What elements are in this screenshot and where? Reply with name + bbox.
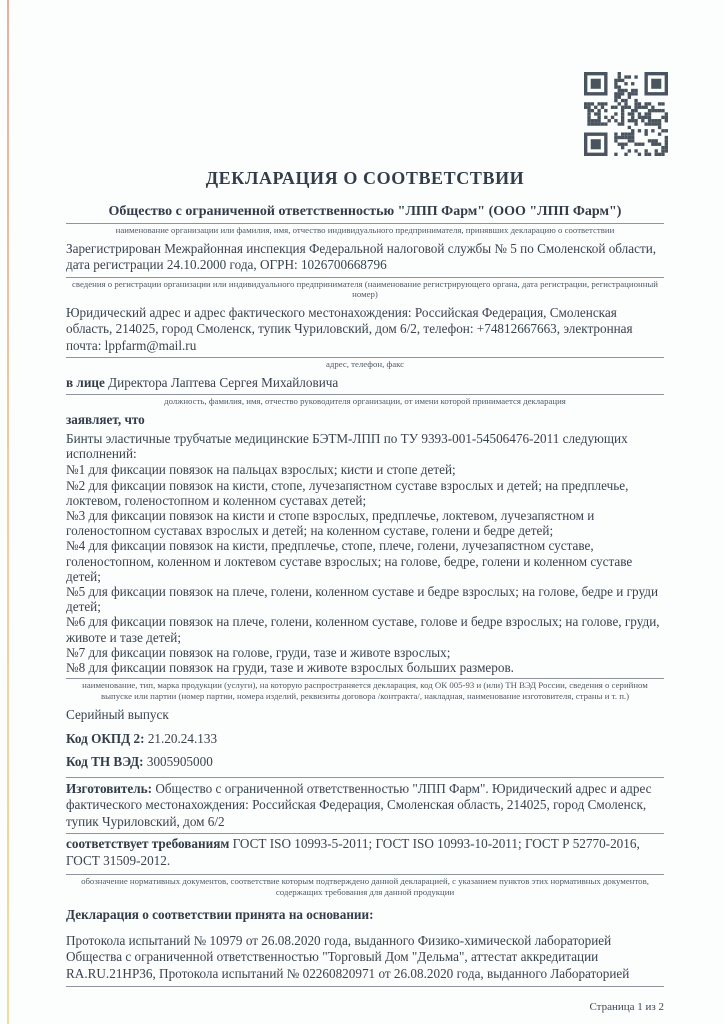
- declares-label: заявляет, что: [66, 411, 145, 427]
- declarant-name-caption: наименование организации или фамилия, имя, отчество индивидуального предпринимателя, принявших декларацию о соответствии: [66, 223, 664, 236]
- registration-caption: сведения о регистрации организации или индивидуального предпринимателя (наименование регистрирующего органа, дата регистрации, регистрационный номер): [66, 277, 664, 300]
- representative-label: в лице: [66, 374, 105, 390]
- standards-line: [66, 836, 664, 871]
- standards-label: соответствует требованиям: [66, 836, 230, 852]
- document-title: ДЕКЛАРАЦИЯ О СООТВЕТСТВИИ: [205, 168, 525, 188]
- product-variant-5: №5 для фиксации повязок на плече, голени, коленном суставе и бедре взрослых; на голове, бедре и груди детей;: [66, 584, 659, 615]
- basis-text: Протокола испытаний № 10979 от 26.08.2020 года, выданного Физико-химической лабораторией Общества с ограниченной ответственностью "Торговый Дом "Дельма", аттестат аккредитации RA.RU.21HP36, Протокола испытаний № 02260820971 от 26.08.2020 года, выданного Лабораторией: [66, 933, 664, 988]
- manufacturer-line: [66, 777, 664, 835]
- manufacturer-label: Изготовитель:: [66, 780, 153, 796]
- registration-info: Зарегистрирован Межрайонная инспекция Федеральной налоговой службы № 5 по Смоленской области, дата регистрации 24.10.2000 года, ОГРН: 1026700668796: [66, 240, 657, 272]
- okpd-code-line: [66, 731, 664, 748]
- representative-line: [66, 375, 664, 392]
- standards-value: ГОСТ ISO 10993-5-2011; ГОСТ ISO 10993-10-2011; ГОСТ Р 52770-2016, ГОСТ 31509-2012.: [66, 836, 640, 868]
- basis-label: Декларация о соответствии принята на основании:: [66, 907, 374, 923]
- product-variant-3: №3 для фиксации повязок на кисти и стопе взрослых, предплечье, локтевом, лучезапястном и голеностопном суставах взрослых и детей; на коленном суставе, голени и бедре детей;: [66, 508, 595, 539]
- okpd-label: Код ОКПД 2:: [66, 730, 145, 746]
- standards-caption: обозначение нормативных документов, соответствие которым подтверждено данной декларацией, с указанием пунктов этих нормативных документов, содержащих требования для данной продукции: [66, 874, 664, 897]
- serial-issue: Серийный выпуск: [66, 707, 169, 723]
- product-variant-8: №8 для фиксации повязок на груди, тазе и животе взрослых больших размеров.: [66, 660, 514, 676]
- page-number: Страница 1 из 2: [589, 1001, 664, 1014]
- tnved-label: Код ТН ВЭД:: [66, 754, 144, 770]
- document-content: [66, 0, 664, 1013]
- product-variant-7: №7 для фиксации повязок на голове, груди, тазе и животе взрослых;: [66, 644, 451, 660]
- tnved-code-line: [66, 754, 664, 771]
- scan-edge-line: [7, 0, 9, 1024]
- product-variant-1: №1 для фиксации повязок на пальцах взрослых; кисти и стопе детей;: [66, 462, 456, 478]
- product-variant-4: №4 для фиксации повязок на кисти, предплечье, стопе, плече, голени, лучезапястном суставе, голеностопном, коленном и локтевом суставе взрослых; на голове, бедре, голени и коленном суставе детей;: [66, 538, 633, 584]
- product-variants-list: [66, 462, 664, 675]
- product-intro: Бинты эластичные трубчатые медицинские БЭТМ-ЛПП по ТУ 9393-001-54506476-2011 следующих исполнений:: [66, 431, 628, 462]
- address-info: Юридический адрес и адрес фактического местонахождения: Российская Федерация, Смоленская область, 214025, город Смоленск, тупик Чуриловский, дом 6/2, телефон: +74812667663, электронная почта: lppfarm@mail.ru: [66, 304, 633, 353]
- representative-value: Директора Лаптева Сергея Михайловича: [108, 374, 339, 390]
- product-variant-6: №6 для фиксации повязок на плече, голени, коленном суставе, голове и бедре взрослых; на голове, груди, животе и тазе детей;: [66, 614, 660, 645]
- okpd-value: 21.20.24.133: [147, 730, 218, 746]
- declarant-name: Общество с ограниченной ответственностью "ЛПП Фарм" (ООО "ЛПП Фарм"): [108, 204, 622, 219]
- tnved-value: 3005905000: [146, 754, 213, 770]
- address-caption: адрес, телефон, факс: [66, 357, 664, 370]
- product-variant-2: №2 для фиксации повязок на кисти, стопе, лучезапястном суставе взрослых и детей; на предплечье, локтевом, голеностопном и коленном суставах детей;: [66, 477, 629, 508]
- product-caption: наименование, тип, марка продукции (услуги), на которую распространяется декларация, код ОК 005-93 и (или) ТН ВЭД России, сведения о серийном выпуске или партии (номер партии, номера изделий, реквизиты договора /контракта/, накладная, наименование изготовителя, страны и т. п.): [66, 678, 664, 701]
- representative-caption: должность, фамилия, имя, отчество руководителя организации, от имени которой принимается декларация: [66, 394, 664, 407]
- manufacturer-value: Общество с ограниченной ответственностью "ЛПП Фарм". Юридический адрес и адрес фактического местонахождения: Российская Федерация, Смоленская область, 214025, город Смоленск, тупик Чуриловский, дом 6/2: [66, 780, 652, 829]
